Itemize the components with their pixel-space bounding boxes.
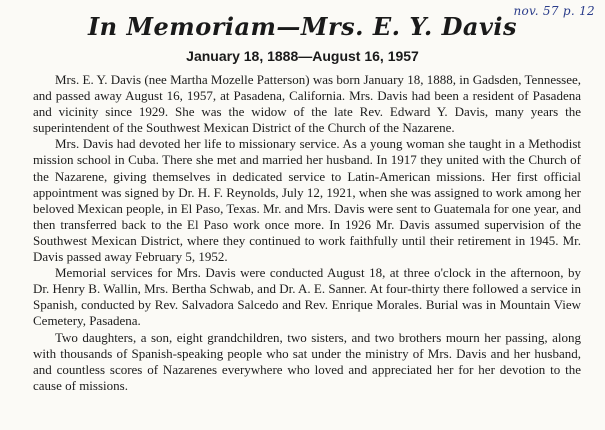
paragraph: Mrs. E. Y. Davis (nee Martha Mozelle Patterson) was born January 18, 1888, in Gadsden, Tennessee, and passed away August 16, 1957, at Pasadena, California. Mrs. Davis had been a resident of Pasadena and vicinity since 1929. She was the widow of the late Rev. Edward Y. Davis, many years the superintendent of the Southwest Mexican District of the Church of the Nazarene. xyxy=(33,72,581,136)
date-range: January 18, 1888—August 16, 1957 xyxy=(186,48,419,64)
page-title: In Memoriam—Mrs. E. Y. Davis xyxy=(87,12,518,41)
paragraph: Mrs. Davis had devoted her life to missionary service. As a young woman she taught in a Methodist mission school in Cuba. There she met and married her husband. In 1917 they united with the Church of the Nazarene, giving themselves in dedicated service to Latin-American missions. Her first official appointment was signed by Dr. H. F. Reynolds, July 12, 1921, when she was assigned to work among her beloved Mexican people, in El Paso, Texas. Mr. and Mrs. Davis were sent to Guatemala for one year, and then transferred back to the El Paso work once more. In 1926 Mr. Davis assumed supervision of the Southwest Mexican District, where they continued to work faithfully until their retirement in 1945. Mr. Davis passed away February 5, 1952. xyxy=(33,136,581,265)
handwritten-annotation: nov. 57 p. 12 xyxy=(513,4,595,18)
paragraph: Two daughters, a son, eight grandchildren, two sisters, and two brothers mourn her passing, along with thousands of Spanish-speaking people who sat under the ministry of Mrs. Davis and her husband, and countless scores of Nazarenes everywhere who loved and appreciated her for her devotion to the cause of missions. xyxy=(33,329,581,393)
paragraph: Memorial services for Mrs. Davis were conducted August 18, at three o'clock in the afternoon, by Dr. Henry B. Wallin, Mrs. Bertha Schwab, and Dr. A. E. Sanner. At four-thirty there followed a service in Spanish, conducted by Rev. Salvadora Salcedo and Rev. Enrique Morales. Burial was in Mountain View Cemetery, Pasadena. xyxy=(33,265,581,329)
article-body xyxy=(33,72,581,394)
